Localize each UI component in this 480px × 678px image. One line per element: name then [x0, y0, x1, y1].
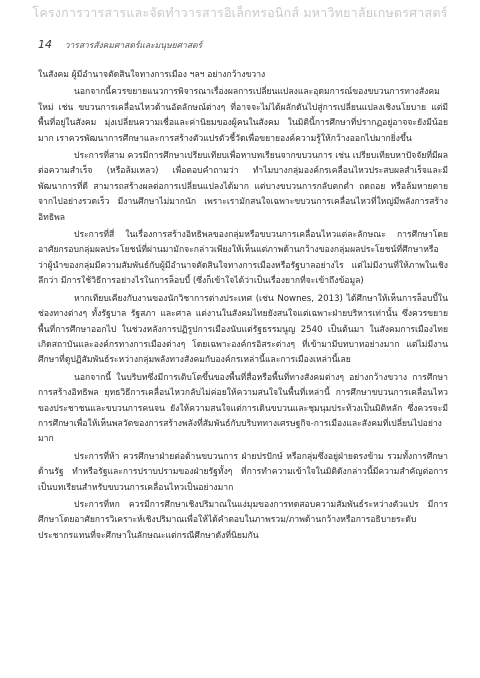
- paragraph-1: ในสังคม ผู้มีอำนาจตัดสินใจทางการเมือง ฯลฯ อย่างกว้างขวาง: [38, 70, 266, 80]
- paragraph-8: ประการที่หก ควรมีการศึกษาเชิงปริมาณในแง่มุมของการทดสอบความสัมพันธ์ระหว่างตัวแปร มีการศึกษาโดยอาศัยการวิเคราะห์เชิงปริมาณเพื่อให้ได้คำตอบในภาพรวม/ภาพด้านกว้างหรือการอธิบายระดับประชากรแทนที่จะศึกษาในลักษณะแต่กรณีศึกษาดังที่นิยมกัน: [38, 499, 448, 541]
- watermark: โครงการวารสารและจัดทำวารสารอิเล็กทรอนิกส์ มหาวิทยาลัยเกษตรศาสตร์: [32, 5, 448, 20]
- page-header: [38, 38, 448, 54]
- paragraph-5: หากเทียบเคียงกับงานของนักวิชาการต่างประเทศ (เช่น Nownes, 2013) ได้ศึกษาให้เห็นการล็อบบี้ในช่องทางต่างๆ ทั้งรัฐบาล รัฐสภา และศาล แต่งานในสังคมไทยยังสนใจแต่เฉพาะฝ่ายบริหารเท่านั้น ซึ่งควรขยายพื้นที่การศึกษาออกไป ในช่วงหลังการปฏิรูปการเมืองนับแต่รัฐธรรมนูญ 2540 เป็นต้นมา ในสังคมการเมืองไทยเกิดสถาบันและองค์กรทางการเมืองต่างๆ โดยเฉพาะองค์กรอิสระต่างๆ ที่เข้ามามีบทบาทอย่างมาก แต่ไม่มีงานศึกษาที่ดูปฏิสัมพันธ์ระหว่างกลุ่มพลังทางสังคมกับองค์กรเหล่านี้และการเมืองเหล่านี้เลย: [38, 293, 448, 366]
- body-text: [38, 68, 448, 546]
- paragraph-4: ประการที่สี่ ในเรื่องการสร้างอิทธิพลของกลุ่มหรือขบวนการเคลื่อนไหวแต่ละลักษณะ การศึกษาโดยอาศัยกรอบกลุ่มผลประโยชน์ที่ผ่านมามักจะกล่าวเพียงให้เห็นแต่ภาพด้านกว้างของกลุ่มผลประโยชน์ที่ศึกษาหรือว่าผู้นำของกลุ่มมีความสัมพันธ์กับผู้มีอำนาจตัดสินใจทางการเมืองหรือรัฐบาลอย่างไร แต่ไม่มีงานที่ให้ภาพในเชิงลึกว่า มีการใช้วิธีการอย่างไรในการล็อบบี้ (ซึ่งก็เข้าใจได้ว่าเป็นเรื่องยากที่จะเข้าถึงข้อมูล): [38, 230, 448, 287]
- paragraph-2: นอกจากนี้ควรขยายแนวการพิจารณาเรื่องผลการเปลี่ยนแปลงและอุดมการณ์ของขบวนการทางสังคมใหม่ เช่น ขบวนการเคลื่อนไหวด้านอัตลักษณ์ต่างๆ ที่อาจจะไม่ได้ผลักดันไปสู่การเปลี่ยนแปลงเชิงนโยบาย แต่มีพื้นที่อยู่ในสังคม มุ่งเปลี่ยนความเชื่อและค่านิยมของผู้คนในสังคม ในมิตินี้การศึกษาที่ปรากฏอยู่อาจจะยังมีน้อยมาก เราควรพัฒนาการศึกษาและการสร้างตัวแปรตัวชี้วัดเพื่อขยายองค์ความรู้ให้กว้างออกไปมากยิ่งขึ้น: [38, 87, 448, 144]
- page-number: 14: [38, 38, 52, 51]
- paragraph-6: นอกจากนี้ ในบริบทซึ่งมีการเติบโตขึ้นของพื้นที่สื่อหรือพื้นที่ทางสังคมต่างๆ อย่างกว้างขวาง การศึกษาการสร้างอิทธิพล ยุทธวิธีการเคลื่อนไหวกลับไม่ค่อยให้ความสนใจในพื้นที่เหล่านี้ การศึกษาขบวนการเคลื่อนไหวของประชาชนและขบวนการคนจน ยังให้ความสนใจแต่การเดินขบวนและชุมนุมประท้วงเป็นมิติหลัก ซึ่งควรจะมีการศึกษาเพื่อให้เห็นพลวัตของการสร้างพลังที่สัมพันธ์กับบริบททางเศรษฐกิจ-การเมืองและสังคมที่เปลี่ยนไปอย่างมาก: [38, 372, 448, 445]
- paragraph-7: ประการที่ห้า ควรศึกษาฝ่ายต่อต้านขบวนการ ฝ่ายปรปักษ์ หรือกลุ่มซึ่งอยู่ฝ่ายตรงข้าม รวมทั้งการศึกษาด้านรัฐ ทำหรือรัฐและการปราบปรามของฝ่ายรัฐทั้งๆ ที่การทำความเข้าใจในมิติดังกล่าวนี้มีความสำคัญต่อการเป็นบทเรียนสำหรับขบวนการเคลื่อนไหวเป็นอย่างมาก: [38, 451, 448, 493]
- paragraph-3: ประการที่สาม ควรมีการศึกษาเปรียบเทียบเพื่อหาบทเรียนจากขบวนการ เช่น เปรียบเทียบหาปัจจัยที่มีผลต่อความสำเร็จ (หรือล้มเหลว) เพื่อตอบคำถามว่า ทำไมบางกลุ่มองค์กรเคลื่อนไหวประสบผลสำเร็จและมีพัฒนาการที่ดี สามารถสร้างผลต่อการเปลี่ยนแปลงได้มาก แต่บางขบวนการกลับตกต่ำ ถดถอย หรือล้มหายตายจากไปอย่างรวดเร็ว มีงานศึกษาไม่มากนัก เพราะเรามักสนใจเฉพาะขบวนการเคลื่อนไหวที่ใหญ่มีพลังการสร้างอิทธิพล: [38, 151, 448, 223]
- journal-name: วารสารสังคมศาสตร์และมนุษยศาสตร์: [64, 41, 203, 51]
